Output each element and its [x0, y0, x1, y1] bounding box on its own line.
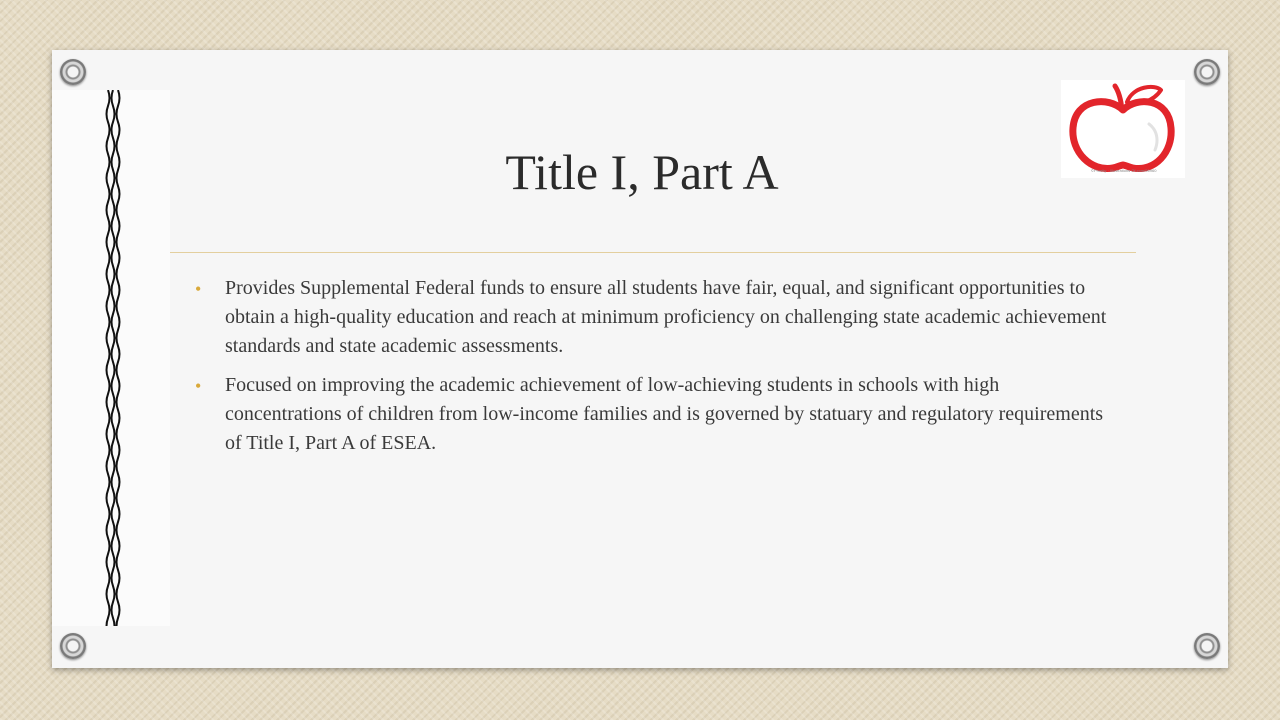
bullet-item: [192, 371, 1112, 458]
grommet-top-left-icon: [60, 59, 86, 85]
bullet-text: Provides Supplemental Federal funds to ensure all students have fair, equal, and significant opportunities to obtain a high-quality education and reach at minimum proficiency on challenging state academic achievement standards and state academic assessments.: [225, 277, 1107, 357]
grommet-bottom-left-icon: [60, 633, 86, 659]
slide: [52, 50, 1228, 668]
bullet-item: [192, 274, 1112, 361]
grommet-bottom-right-icon: [1194, 633, 1220, 659]
title-divider: [170, 252, 1136, 253]
bullet-text: Focused on improving the academic achievement of low-achieving students in schools with high concentrations of children from low-income families and is governed by statuary and regulatory requirements of Title I, Part A of ESEA.: [225, 374, 1104, 454]
bullet-list: [192, 274, 1112, 468]
decorative-side-panel: [52, 90, 170, 626]
bullet-dot-icon: •: [195, 279, 202, 299]
logo-credit: ©Proeity · Illustrations Of.com/96960: [1091, 168, 1157, 173]
bullet-dot-icon: •: [195, 376, 202, 396]
slide-title: Title I, Part A: [505, 144, 779, 200]
wavy-lines-icon: [104, 90, 124, 626]
grommet-top-right-icon: [1194, 59, 1220, 85]
